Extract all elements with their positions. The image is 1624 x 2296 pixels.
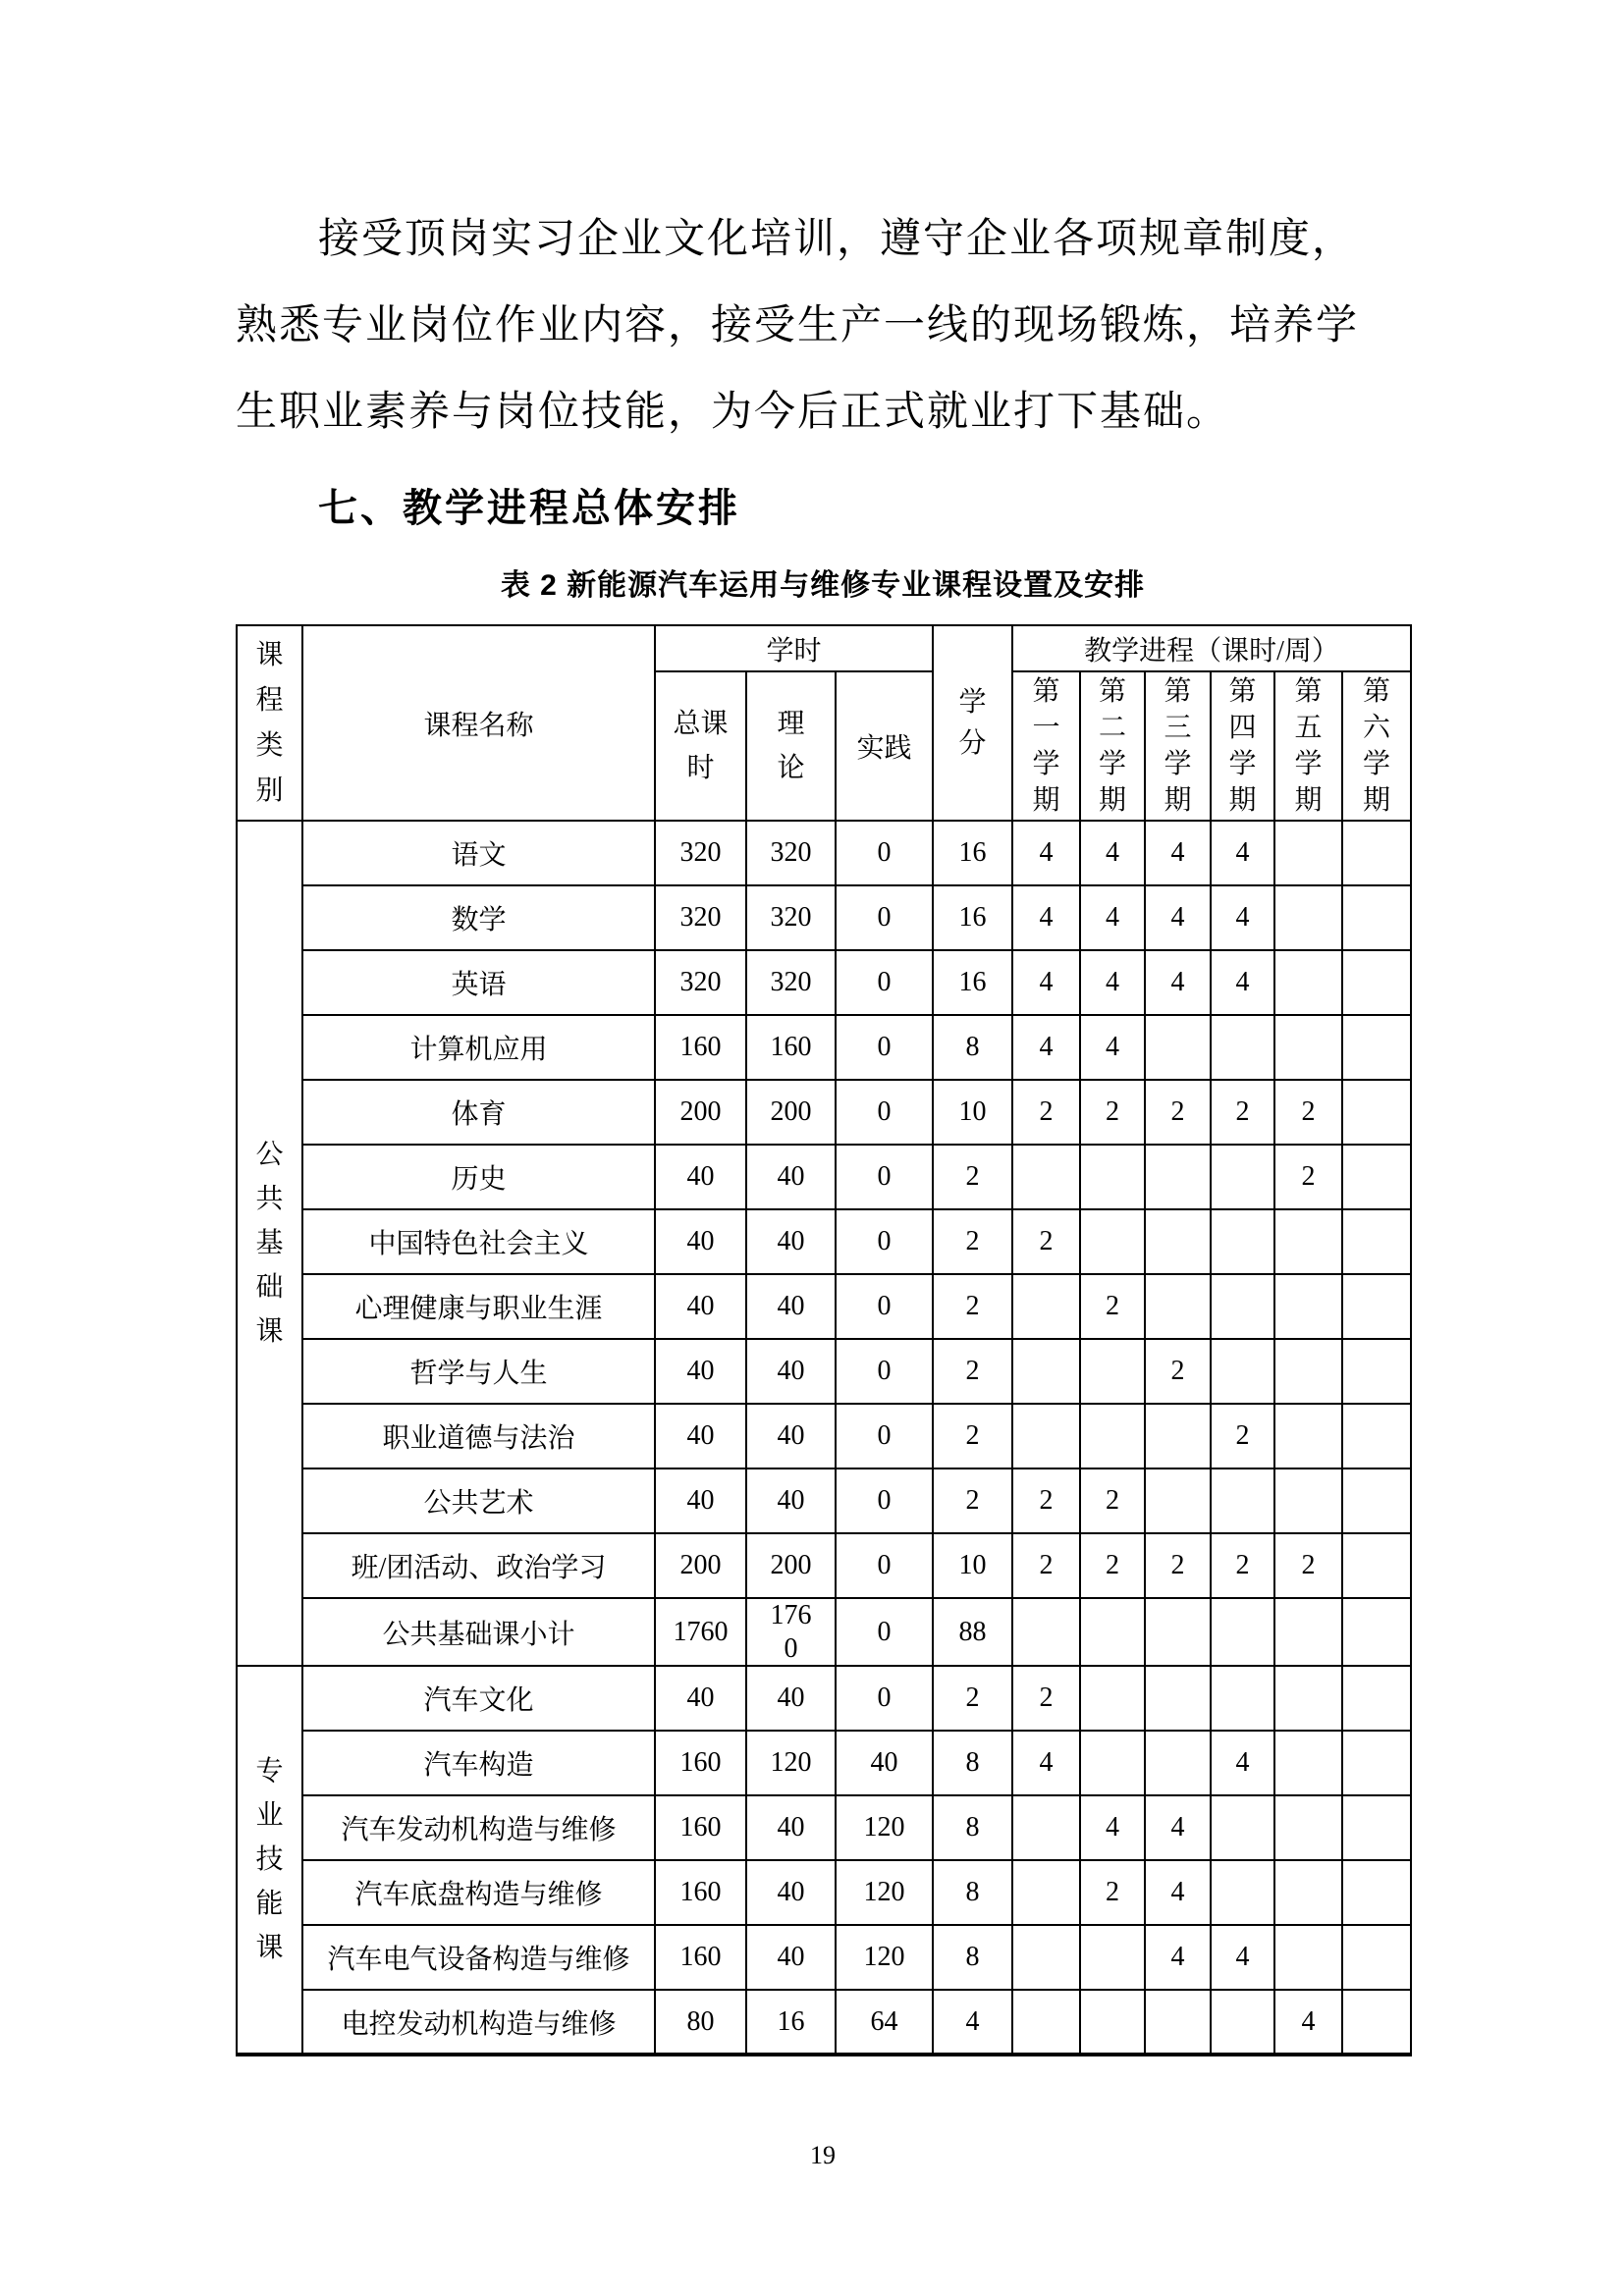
header-row-top: [237, 625, 1411, 671]
semester-4-cell: 4: [1211, 1925, 1274, 1990]
semester-4-cell: 2: [1211, 1533, 1274, 1598]
semester-2-cell: 4: [1080, 885, 1145, 950]
header-semester-6: [1342, 671, 1411, 821]
theory-hours-cell: 40: [746, 1209, 836, 1274]
semester-2-cell: [1080, 1209, 1145, 1274]
semester-1-cell: 4: [1012, 1731, 1080, 1795]
semester-3-cell: 2: [1145, 1080, 1211, 1145]
total-hours-cell: 1760: [655, 1598, 746, 1666]
semester-2-cell: 4: [1080, 950, 1145, 1015]
semester-1-cell: 2: [1012, 1666, 1080, 1731]
paragraph-line: 接受顶岗实习企业文化培训，遵守企业各项规章制度，: [318, 217, 1356, 262]
semester-6-cell: [1342, 1666, 1411, 1731]
semester-5-cell: [1274, 821, 1342, 885]
credits-cell: 4: [933, 1990, 1012, 2055]
semester-6-cell: [1342, 1209, 1411, 1274]
semester-4-cell: 2: [1211, 1080, 1274, 1145]
semester-3-cell: 4: [1145, 950, 1211, 1015]
practice-hours-cell: 0: [836, 1598, 933, 1666]
header-credits-label: 学分: [958, 686, 987, 759]
total-hours-cell: 320: [655, 950, 746, 1015]
semester-3-cell: 2: [1145, 1533, 1211, 1598]
course-name-cell: 哲学与人生: [302, 1339, 655, 1404]
practice-hours-cell: 0: [836, 1080, 933, 1145]
credits-cell: 10: [933, 1080, 1012, 1145]
semester-2-cell: 2: [1080, 1080, 1145, 1145]
semester-6-cell: [1342, 1731, 1411, 1795]
header-progress-group-label: 教学进程（课时/周）: [1084, 635, 1339, 667]
total-hours-cell: 40: [655, 1468, 746, 1533]
semester-1-cell: 4: [1012, 821, 1080, 885]
semester-1-cell: [1012, 1145, 1080, 1209]
course-name-cell: 公共艺术: [302, 1468, 655, 1533]
semester-1-cell: 4: [1012, 950, 1080, 1015]
header-category: [237, 625, 302, 821]
table-row: [237, 1209, 1411, 1274]
table-row: [237, 1598, 1411, 1666]
semester-2-cell: [1080, 1925, 1145, 1990]
semester-6-cell: [1342, 950, 1411, 1015]
table-row: [237, 1015, 1411, 1080]
credits-cell: 2: [933, 1404, 1012, 1468]
semester-6-cell: [1342, 1533, 1411, 1598]
semester-1-cell: 2: [1012, 1080, 1080, 1145]
table-row: [237, 1925, 1411, 1990]
semester-4-cell: [1211, 1145, 1274, 1209]
semester-3-cell: [1145, 1404, 1211, 1468]
semester-2-cell: [1080, 1404, 1145, 1468]
practice-hours-cell: 120: [836, 1860, 933, 1925]
semester-6-cell: [1342, 1080, 1411, 1145]
semester-4-cell: 2: [1211, 1404, 1274, 1468]
semester-3-cell: 4: [1145, 1925, 1211, 1990]
semester-3-cell: [1145, 1209, 1211, 1274]
total-hours-cell: 200: [655, 1533, 746, 1598]
practice-hours-cell: 0: [836, 1015, 933, 1080]
practice-hours-cell: 0: [836, 1533, 933, 1598]
theory-hours-cell: 40: [746, 1925, 836, 1990]
practice-hours-cell: 0: [836, 1274, 933, 1339]
practice-hours-cell: 0: [836, 1468, 933, 1533]
course-name-cell: 心理健康与职业生涯: [302, 1274, 655, 1339]
semester-5-cell: [1274, 950, 1342, 1015]
table-row: [237, 1731, 1411, 1795]
total-hours-cell: 40: [655, 1666, 746, 1731]
header-semester-3: [1145, 671, 1211, 821]
credits-cell: 2: [933, 1209, 1012, 1274]
semester-1-cell: [1012, 1404, 1080, 1468]
semester-2-cell: [1080, 1145, 1145, 1209]
table-row: [237, 1533, 1411, 1598]
table-row: [237, 1274, 1411, 1339]
semester-5-cell: [1274, 1925, 1342, 1990]
credits-cell: 8: [933, 1925, 1012, 1990]
header-semester-1-label: 第一学期: [1032, 676, 1060, 816]
course-name-cell: 中国特色社会主义: [302, 1209, 655, 1274]
semester-2-cell: [1080, 1666, 1145, 1731]
semester-1-cell: [1012, 1990, 1080, 2055]
semester-6-cell: [1342, 1925, 1411, 1990]
practice-hours-cell: 0: [836, 821, 933, 885]
total-hours-cell: 40: [655, 1339, 746, 1404]
table-row: [237, 1990, 1411, 2055]
table-row: [237, 1666, 1411, 1731]
semester-3-cell: 4: [1145, 885, 1211, 950]
semester-4-cell: [1211, 1209, 1274, 1274]
category-label: 专业技能课: [255, 1756, 284, 1964]
semester-3-cell: [1145, 1666, 1211, 1731]
semester-4-cell: 4: [1211, 821, 1274, 885]
semester-3-cell: [1145, 1015, 1211, 1080]
semester-3-cell: [1145, 1274, 1211, 1339]
total-hours-cell: 200: [655, 1080, 746, 1145]
header-total-hours-label: 总课时: [673, 709, 729, 783]
category-cell: [237, 821, 302, 1666]
semester-5-cell: [1274, 885, 1342, 950]
theory-hours-cell: 320: [746, 950, 836, 1015]
category-label: 公共基础课: [255, 1140, 284, 1348]
course-name-cell: 体育: [302, 1080, 655, 1145]
semester-3-cell: [1145, 1731, 1211, 1795]
course-name-cell: 电控发动机构造与维修: [302, 1990, 655, 2055]
table-row: [237, 1860, 1411, 1925]
semester-3-cell: [1145, 1145, 1211, 1209]
semester-1-cell: [1012, 1339, 1080, 1404]
credits-cell: 16: [933, 821, 1012, 885]
semester-4-cell: [1211, 1860, 1274, 1925]
credits-cell: 16: [933, 885, 1012, 950]
practice-hours-cell: 0: [836, 1145, 933, 1209]
semester-6-cell: [1342, 821, 1411, 885]
header-theory: [746, 671, 836, 821]
practice-hours-cell: 0: [836, 885, 933, 950]
semester-4-cell: [1211, 1598, 1274, 1666]
theory-hours-cell: 40: [746, 1339, 836, 1404]
semester-5-cell: [1274, 1209, 1342, 1274]
credits-cell: 8: [933, 1795, 1012, 1860]
theory-hours-cell: 40: [746, 1666, 836, 1731]
course-name-cell: 汽车底盘构造与维修: [302, 1860, 655, 1925]
semester-6-cell: [1342, 1145, 1411, 1209]
semester-2-cell: 4: [1080, 821, 1145, 885]
credits-cell: 10: [933, 1533, 1012, 1598]
total-hours-cell: 40: [655, 1145, 746, 1209]
semester-2-cell: [1080, 1731, 1145, 1795]
table-row: [237, 1339, 1411, 1404]
semester-4-cell: [1211, 1274, 1274, 1339]
semester-6-cell: [1342, 1598, 1411, 1666]
semester-3-cell: 4: [1145, 821, 1211, 885]
page-number: 19: [810, 2141, 836, 2170]
semester-1-cell: 4: [1012, 1015, 1080, 1080]
theory-hours-cell: 320: [746, 885, 836, 950]
semester-4-cell: [1211, 1666, 1274, 1731]
semester-2-cell: 2: [1080, 1468, 1145, 1533]
header-practice-label: 实践: [856, 733, 912, 764]
semester-1-cell: 4: [1012, 885, 1080, 950]
paragraph-line: 熟悉专业岗位作业内容，接受生产一线的现场锻炼，培养学: [236, 303, 1360, 348]
credits-cell: 2: [933, 1468, 1012, 1533]
header-hours-group-label: 学时: [766, 635, 822, 667]
semester-2-cell: 4: [1080, 1795, 1145, 1860]
table-row: [237, 1404, 1411, 1468]
table-caption: 表 2 新能源汽车运用与维修专业课程设置及安排: [500, 569, 1146, 602]
semester-4-cell: [1211, 1468, 1274, 1533]
semester-1-cell: [1012, 1925, 1080, 1990]
course-schedule-table: [236, 624, 1412, 2056]
semester-3-cell: 2: [1145, 1339, 1211, 1404]
total-hours-cell: 160: [655, 1795, 746, 1860]
course-name-cell: 公共基础课小计: [302, 1598, 655, 1666]
header-semester-1: [1012, 671, 1080, 821]
table-row: [237, 885, 1411, 950]
category-cell: [237, 1666, 302, 2055]
semester-5-cell: 4: [1274, 1990, 1342, 2055]
semester-6-cell: [1342, 885, 1411, 950]
header-theory-label: 理论: [777, 709, 805, 783]
total-hours-cell: 80: [655, 1990, 746, 2055]
header-semester-6-label: 第六学期: [1363, 676, 1391, 816]
course-name-cell: 语文: [302, 821, 655, 885]
table-row: [237, 821, 1411, 885]
header-semester-4: [1211, 671, 1274, 821]
course-name-cell: 职业道德与法治: [302, 1404, 655, 1468]
header-practice: [836, 671, 933, 821]
semester-2-cell: [1080, 1990, 1145, 2055]
semester-2-cell: 2: [1080, 1533, 1145, 1598]
paragraph-line: 生职业素养与岗位技能，为今后正式就业打下基础。: [236, 390, 1230, 435]
header-course-name-label: 课程名称: [423, 710, 534, 741]
credits-cell: 8: [933, 1015, 1012, 1080]
semester-5-cell: [1274, 1795, 1342, 1860]
credits-cell: 2: [933, 1666, 1012, 1731]
course-name-cell: 数学: [302, 885, 655, 950]
semester-3-cell: 4: [1145, 1795, 1211, 1860]
header-progress-group: [1012, 625, 1411, 671]
semester-1-cell: 2: [1012, 1533, 1080, 1598]
semester-1-cell: [1012, 1860, 1080, 1925]
practice-hours-cell: 120: [836, 1795, 933, 1860]
semester-5-cell: [1274, 1468, 1342, 1533]
theory-hours-cell: 40: [746, 1860, 836, 1925]
semester-5-cell: [1274, 1731, 1342, 1795]
semester-1-cell: [1012, 1274, 1080, 1339]
semester-6-cell: [1342, 1015, 1411, 1080]
theory-hours-cell: 40: [746, 1468, 836, 1533]
semester-6-cell: [1342, 1468, 1411, 1533]
semester-3-cell: [1145, 1468, 1211, 1533]
semester-6-cell: [1342, 1404, 1411, 1468]
total-hours-cell: 320: [655, 885, 746, 950]
semester-6-cell: [1342, 1274, 1411, 1339]
practice-hours-cell: 0: [836, 950, 933, 1015]
semester-1-cell: 2: [1012, 1468, 1080, 1533]
semester-4-cell: [1211, 1339, 1274, 1404]
course-name-cell: 汽车发动机构造与维修: [302, 1795, 655, 1860]
header-category-label: 课程类别: [255, 639, 284, 806]
semester-3-cell: 4: [1145, 1860, 1211, 1925]
practice-hours-cell: 120: [836, 1925, 933, 1990]
theory-hours-cell: 40: [746, 1274, 836, 1339]
total-hours-cell: 160: [655, 1731, 746, 1795]
semester-5-cell: [1274, 1015, 1342, 1080]
total-hours-cell: 320: [655, 821, 746, 885]
practice-hours-cell: 0: [836, 1339, 933, 1404]
course-name-cell: 汽车构造: [302, 1731, 655, 1795]
total-hours-cell: 40: [655, 1274, 746, 1339]
semester-4-cell: 4: [1211, 950, 1274, 1015]
header-semester-3-label: 第三学期: [1164, 676, 1192, 816]
theory-hours-cell: 120: [746, 1731, 836, 1795]
semester-6-cell: [1342, 1990, 1411, 2055]
course-name-cell: 班/团活动、政治学习: [302, 1533, 655, 1598]
semester-4-cell: [1211, 1990, 1274, 2055]
total-hours-cell: 160: [655, 1015, 746, 1080]
total-hours-cell: 160: [655, 1860, 746, 1925]
body-paragraph: [236, 196, 1410, 455]
course-name-cell: 计算机应用: [302, 1015, 655, 1080]
semester-5-cell: [1274, 1404, 1342, 1468]
semester-3-cell: [1145, 1598, 1211, 1666]
semester-6-cell: [1342, 1860, 1411, 1925]
semester-4-cell: [1211, 1795, 1274, 1860]
theory-hours-cell: [746, 1598, 836, 1666]
semester-4-cell: 4: [1211, 885, 1274, 950]
header-total-hours: [655, 671, 746, 821]
total-hours-cell: 160: [655, 1925, 746, 1990]
semester-5-cell: [1274, 1274, 1342, 1339]
table-row: [237, 1795, 1411, 1860]
semester-5-cell: 2: [1274, 1533, 1342, 1598]
theory-hours-cell: 40: [746, 1795, 836, 1860]
course-name-cell: 英语: [302, 950, 655, 1015]
table-row: [237, 1080, 1411, 1145]
semester-1-cell: [1012, 1598, 1080, 1666]
section-heading: 七、教学进程总体安排: [318, 487, 740, 530]
semester-3-cell: [1145, 1990, 1211, 2055]
semester-6-cell: [1342, 1795, 1411, 1860]
header-credits: [933, 625, 1012, 821]
practice-hours-cell: 0: [836, 1404, 933, 1468]
header-semester-5: [1274, 671, 1342, 821]
semester-4-cell: 4: [1211, 1731, 1274, 1795]
theory-hours-cell: 40: [746, 1404, 836, 1468]
semester-1-cell: [1012, 1795, 1080, 1860]
total-hours-cell: 40: [655, 1404, 746, 1468]
course-table-body: [237, 821, 1411, 2055]
header-semester-5-label: 第五学期: [1294, 676, 1323, 816]
semester-2-cell: 2: [1080, 1274, 1145, 1339]
semester-5-cell: [1274, 1598, 1342, 1666]
course-name-cell: 汽车文化: [302, 1666, 655, 1731]
semester-6-cell: [1342, 1339, 1411, 1404]
semester-1-cell: 2: [1012, 1209, 1080, 1274]
theory-hours-cell: 320: [746, 821, 836, 885]
header-semester-2-label: 第二学期: [1099, 676, 1127, 816]
credits-cell: 2: [933, 1274, 1012, 1339]
semester-2-cell: [1080, 1598, 1145, 1666]
practice-hours-cell: 0: [836, 1209, 933, 1274]
table-header: [237, 625, 1411, 821]
semester-5-cell: [1274, 1339, 1342, 1404]
course-name-cell: 历史: [302, 1145, 655, 1209]
theory-hours-cell: 200: [746, 1080, 836, 1145]
credits-cell: 16: [933, 950, 1012, 1015]
header-semester-4-label: 第四学期: [1228, 676, 1257, 816]
theory-hours-cell: 40: [746, 1145, 836, 1209]
credits-cell: 88: [933, 1598, 1012, 1666]
table-row: [237, 1468, 1411, 1533]
semester-2-cell: [1080, 1339, 1145, 1404]
theory-hours-cell: 160: [746, 1015, 836, 1080]
semester-4-cell: [1211, 1015, 1274, 1080]
practice-hours-cell: 0: [836, 1666, 933, 1731]
semester-2-cell: 4: [1080, 1015, 1145, 1080]
semester-5-cell: 2: [1274, 1080, 1342, 1145]
theory-hours-cell: 200: [746, 1533, 836, 1598]
header-course-name: [302, 625, 655, 821]
table-row: [237, 950, 1411, 1015]
theory-hours-wrapped-value: 1760: [770, 1600, 812, 1664]
practice-hours-cell: 40: [836, 1731, 933, 1795]
table-row: [237, 1145, 1411, 1209]
credits-cell: 8: [933, 1731, 1012, 1795]
credits-cell: 2: [933, 1145, 1012, 1209]
credits-cell: 2: [933, 1339, 1012, 1404]
practice-hours-cell: 64: [836, 1990, 933, 2055]
semester-2-cell: 2: [1080, 1860, 1145, 1925]
header-hours-group: [655, 625, 933, 671]
course-name-cell: 汽车电气设备构造与维修: [302, 1925, 655, 1990]
semester-5-cell: [1274, 1860, 1342, 1925]
semester-5-cell: [1274, 1666, 1342, 1731]
credits-cell: 8: [933, 1860, 1012, 1925]
semester-5-cell: 2: [1274, 1145, 1342, 1209]
total-hours-cell: 40: [655, 1209, 746, 1274]
header-semester-2: [1080, 671, 1145, 821]
theory-hours-cell: 16: [746, 1990, 836, 2055]
